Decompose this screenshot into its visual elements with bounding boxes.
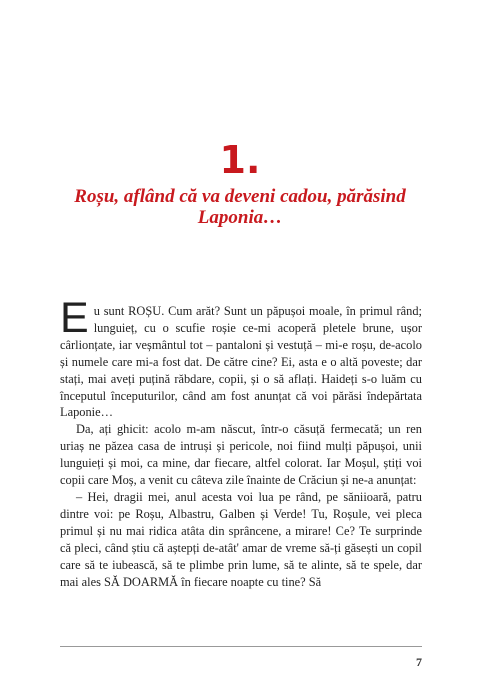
paragraph-1-text: u sunt ROȘU. Cum arăt? Sunt un păpușoi moale, în primul rând; lunguieț, cu o scufie roșie ce-mi acoperă pletele brune, ușor cârlionțate, iar veșmântul tot – pantaloni și vestuță – mi-e roșu, de-acolo și numele care mi-a fost dat. De către cine? Ei, asta e o altă poveste; dar stați, mai aveți puțină răbdare, copii, și o să aflați. Haideți s-o luăm cu începutul începuturilor, când am fost anunțat că voi părăsi îndepărtata Laponie… bbox=[60, 304, 422, 420]
chapter-number: 1. bbox=[219, 138, 261, 182]
page-number: 7 bbox=[416, 655, 422, 669]
paragraph-1 bbox=[60, 294, 422, 421]
body-text bbox=[60, 294, 422, 590]
paragraph-2: Da, ați ghicit: acolo m-am născut, într-o căsuță fermecată; un ren uriaș ne păzea casa de intruși și pericole, noi fiind mulți păpușoi, unii lunguieți și moi, ca mine, dar fiecare, altfel colorat. Iar Moșul, știți voi copii care Moș, a venit cu câteva zile înainte de Crăciun și ne-a anunțat: bbox=[60, 422, 422, 488]
chapter-title: Roșu, aflând că va deveni cadou, părăsind Laponia… bbox=[74, 186, 406, 228]
footer-divider bbox=[60, 646, 422, 647]
paragraph-3: – Hei, dragii mei, anul acesta voi lua pe rând, pe săniioară, patru dintre voi: pe Roșu, Albastru, Galben și Verde! Tu, Roșule, vei pleca primul și nu mai ridica atâta din sprâncene, a mirare! Ce? Te surprinde că pleci, când știu că aștepți de-atât' amar de vreme să-ți găsești un copil care să te iubească, să te plimbe prin lume, să te alinte, să te spele, dar mai ales SĂ DOARMĂ în fiecare noapte cu tine? Să bbox=[60, 489, 422, 589]
drop-cap: E bbox=[60, 294, 89, 342]
